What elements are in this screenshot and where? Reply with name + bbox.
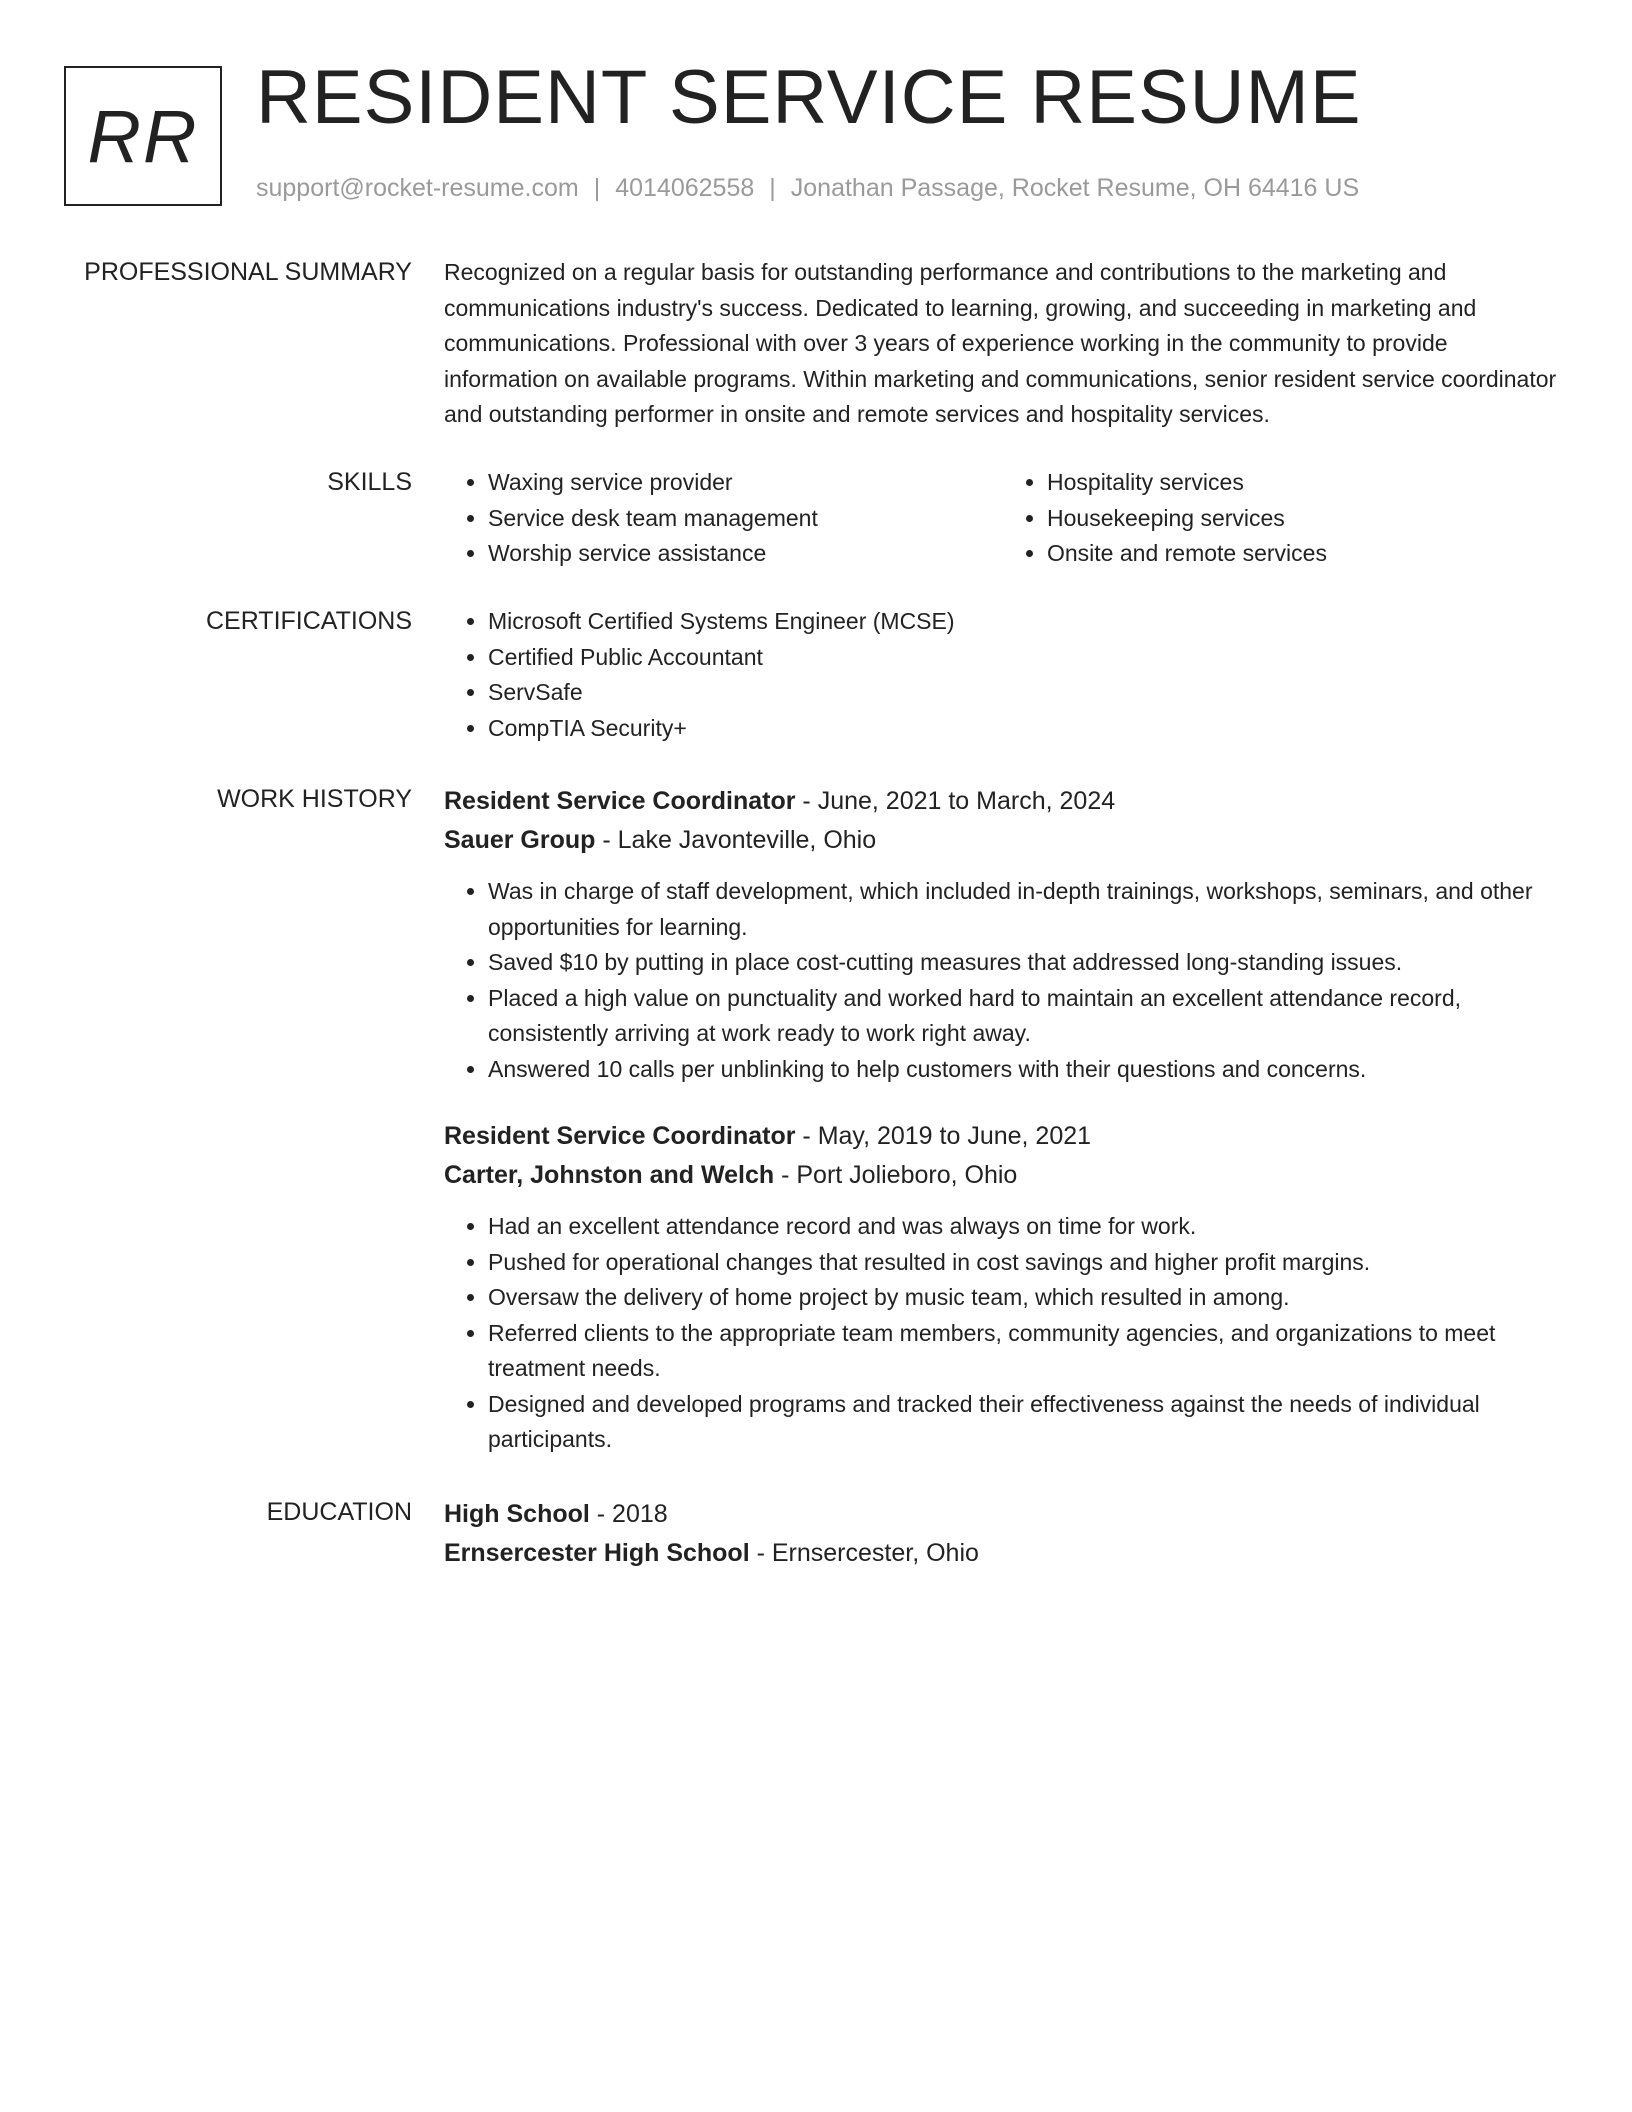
education-body xyxy=(444,1495,1562,1573)
job-location: - Lake Javonteville, Ohio xyxy=(595,826,877,854)
skills-list-right xyxy=(1003,465,1562,572)
section-label-certifications: CERTIFICATIONS xyxy=(205,607,412,635)
job-company: Sauer Group xyxy=(444,826,596,854)
job-role: Resident Service Coordinator xyxy=(444,1122,796,1150)
skills-list-left xyxy=(444,465,1003,572)
education-degree-line xyxy=(444,1495,1562,1534)
job-role: Resident Service Coordinator xyxy=(444,787,796,815)
contact-email[interactable]: support@rocket-resume.com xyxy=(256,174,579,202)
job-company-line xyxy=(444,821,1562,860)
job-location: - Port Jolieboro, Ohio xyxy=(774,1161,1018,1189)
summary-text: Recognized on a regular basis for outstanding performance and contributions to the marketing and communications industry's success. Dedicated to learning, growing, and succeeding in marketing and communications. Professional with over 3 years of experience working in the community to provide information on available programs. Within marketing and communications, senior resident service coordinator and outstanding performer in onsite and remote services and hospitality services. xyxy=(444,259,1557,427)
job-bullets xyxy=(444,874,1562,1087)
education-year: - 2018 xyxy=(589,1500,668,1528)
job-bullet: • Referred clients to the appropriate team members, community agencies, and organizations to meet treatment needs. xyxy=(488,1316,1562,1387)
education-school-line xyxy=(444,1534,1562,1573)
job-title-line xyxy=(444,1117,1562,1156)
education-location: - Ernsercester, Ohio xyxy=(749,1539,979,1567)
contact-phone[interactable]: 4014062558 xyxy=(615,174,755,202)
job-bullet: • Was in charge of staff development, which included in-depth trainings, workshops, seminars, and other opportunities for learning. xyxy=(488,874,1562,945)
job-company-line xyxy=(444,1156,1562,1195)
education-degree: High School xyxy=(444,1500,590,1528)
monogram-logo: RR xyxy=(64,66,222,206)
skills-body xyxy=(444,465,1562,572)
summary-body xyxy=(444,255,1562,433)
certification-item: • CompTIA Security+ xyxy=(488,711,1562,747)
section-label-summary: PROFESSIONAL SUMMARY xyxy=(84,258,412,286)
section-label-work-history: WORK HISTORY xyxy=(217,785,412,813)
skill-item: • Service desk team management xyxy=(488,501,1003,537)
certification-item: • Certified Public Accountant xyxy=(488,640,1562,676)
certifications-list xyxy=(444,604,1562,746)
job-bullet: • Answered 10 calls per unblinking to help customers with their questions and concerns. xyxy=(488,1052,1562,1088)
section-label-skills: SKILLS xyxy=(327,468,412,496)
job-bullet: • Placed a high value on punctuality and worked hard to maintain an excellent attendance record, consistently arriving at work ready to work right away. xyxy=(488,981,1562,1052)
skill-item: • Worship service assistance xyxy=(488,536,1003,572)
job-bullet: • Oversaw the delivery of home project by music team, which resulted in among. xyxy=(488,1280,1562,1316)
skill-item: • Waxing service provider xyxy=(488,465,1003,501)
work-history-body xyxy=(444,782,1562,1458)
job-company: Carter, Johnston and Welch xyxy=(444,1161,775,1189)
job-entry xyxy=(444,782,1562,1087)
job-title-line xyxy=(444,782,1562,821)
job-bullet: • Designed and developed programs and tracked their effectiveness against the needs of individual participants. xyxy=(488,1387,1562,1458)
education-school: Ernsercester High School xyxy=(444,1539,750,1567)
certification-item: • ServSafe xyxy=(488,675,1562,711)
section-label-education: EDUCATION xyxy=(266,1498,412,1526)
contact-line xyxy=(256,172,1359,205)
certification-item: • Microsoft Certified Systems Engineer (MCSE) xyxy=(488,604,1562,640)
job-dates: - May, 2019 to June, 2021 xyxy=(795,1122,1092,1150)
contact-separator: | xyxy=(593,174,601,202)
job-bullet: • Had an excellent attendance record and was always on time for work. xyxy=(488,1209,1562,1245)
certifications-body xyxy=(444,604,1562,746)
contact-separator: | xyxy=(769,174,776,202)
skill-item: • Hospitality services xyxy=(1047,465,1562,501)
contact-address: Jonathan Passage, Rocket Resume, OH 64416 US xyxy=(790,174,1360,202)
job-bullet: • Saved $10 by putting in place cost-cutting measures that addressed long-standing issues. xyxy=(488,945,1562,981)
skill-item: • Housekeeping services xyxy=(1047,501,1562,537)
skill-item: • Onsite and remote services xyxy=(1047,536,1562,572)
job-entry xyxy=(444,1117,1562,1458)
job-bullet: • Pushed for operational changes that resulted in cost savings and higher profit margins. xyxy=(488,1245,1562,1281)
job-dates: - June, 2021 to March, 2024 xyxy=(795,787,1116,815)
job-bullets xyxy=(444,1209,1562,1458)
page-title: RESIDENT SERVICE RESUME xyxy=(256,55,1362,140)
